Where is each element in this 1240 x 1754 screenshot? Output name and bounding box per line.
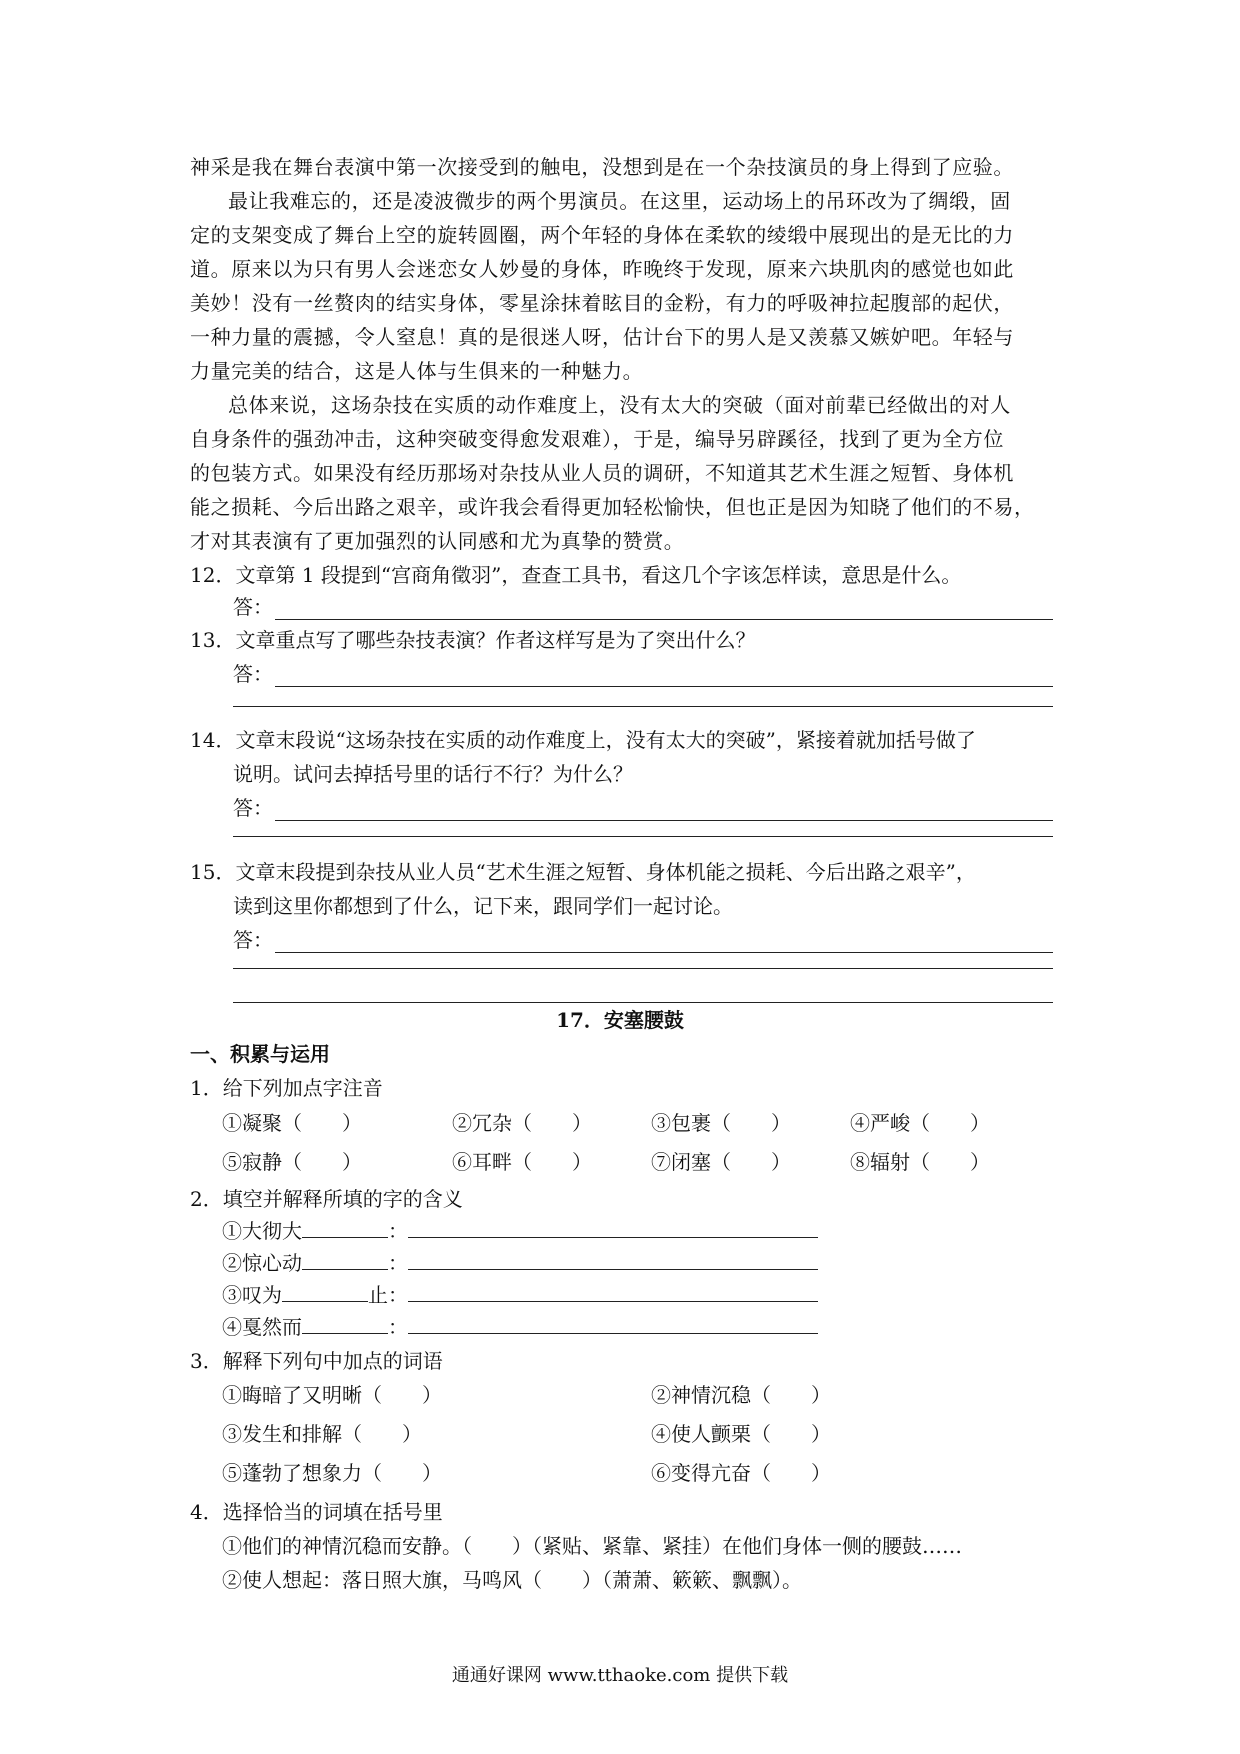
question-13: 13．文章重点写了哪些杂技表演？作者这样写是为了突出什么？ bbox=[190, 628, 756, 652]
answer-line[interactable] bbox=[275, 686, 1053, 687]
answer-line[interactable] bbox=[275, 952, 1053, 953]
fill-blank[interactable] bbox=[302, 1251, 388, 1270]
passage-line: 最让我难忘的，还是凌波微步的两个男演员。在这里，运动场上的吊环改为了绸缎，固 bbox=[228, 189, 1011, 213]
word-explain-item[interactable]: ⑤蓬勃了想象力（ ） bbox=[222, 1461, 442, 1485]
word-explain-item[interactable]: ③发生和排解（ ） bbox=[222, 1422, 422, 1446]
answer-line[interactable] bbox=[233, 706, 1053, 707]
exercise-4-prompt: 4．选择恰当的词填在括号里 bbox=[190, 1500, 443, 1524]
pinyin-item[interactable]: ⑦闭塞（ ） bbox=[651, 1150, 791, 1174]
word-explain-item[interactable]: ④使人颤栗（ ） bbox=[651, 1422, 831, 1446]
pinyin-item[interactable]: ⑧辐射（ ） bbox=[850, 1150, 990, 1174]
passage-line: 定的支架变成了舞台上空的旋转圆圈，两个年轻的身体在柔软的绫缎中展现出的是无比的力 bbox=[190, 223, 1014, 247]
idiom-fill-row[interactable] bbox=[222, 1251, 818, 1275]
idiom-fill-row[interactable] bbox=[222, 1219, 818, 1243]
answer-label: 答： bbox=[233, 595, 273, 619]
section-heading: 一、积累与运用 bbox=[190, 1042, 330, 1066]
idiom-text: ③叹为 bbox=[222, 1283, 282, 1307]
passage-line: 一种力量的震撼，令人窒息！真的是很迷人呀，估计台下的男人是又羡慕又嫉妒吧。年轻与 bbox=[190, 325, 1014, 349]
passage-line: 神采是我在舞台表演中第一次接受到的触电，没想到是在一个杂技演员的身上得到了应验。 bbox=[190, 155, 1014, 179]
question-15: 15．文章末段提到杂技从业人员“艺术生涯之短暂、身体机能之损耗、今后出路之艰辛”， bbox=[190, 860, 976, 884]
idiom-colon: 止： bbox=[368, 1283, 408, 1307]
word-choice-item[interactable]: ②使人想起：落日照大旗，马鸣风（ ）（萧萧、簌簌、飘飘）。 bbox=[222, 1568, 802, 1592]
word-choice-item[interactable]: ①他们的神情沉稳而安静。（ ）（紧贴、紧靠、紧挂）在他们身体一侧的腰鼓…… bbox=[222, 1534, 962, 1558]
idiom-text: ④戛然而 bbox=[222, 1315, 302, 1339]
pinyin-item[interactable]: ②冗杂（ ） bbox=[452, 1111, 592, 1135]
exercise-3-prompt: 3．解释下列句中加点的词语 bbox=[190, 1349, 443, 1373]
idiom-text: ②惊心动 bbox=[222, 1251, 302, 1275]
passage-line: 的包装方式。如果没有经历那场对杂技从业人员的调研，不知道其艺术生涯之短暂、身体机 bbox=[190, 461, 1014, 485]
idiom-colon: ： bbox=[388, 1219, 408, 1243]
answer-label: 答： bbox=[233, 928, 273, 952]
answer-label: 答： bbox=[233, 796, 273, 820]
passage-line: 自身条件的强劲冲击，这种突破变得愈发艰难），于是，编导另辟蹊径，找到了更为全方位 bbox=[190, 427, 1004, 451]
lesson-title: 17．安塞腰鼓 bbox=[556, 1008, 684, 1032]
answer-row-14[interactable] bbox=[233, 796, 1053, 822]
idiom-text: ①大彻大 bbox=[222, 1219, 302, 1243]
pinyin-item[interactable]: ⑤寂静（ ） bbox=[222, 1150, 362, 1174]
passage-line: 道。原来以为只有男人会迷恋女人妙曼的身体，昨晚终于发现，原来六块肌肉的感觉也如此 bbox=[190, 257, 1014, 281]
pinyin-item[interactable]: ③包裹（ ） bbox=[651, 1111, 791, 1135]
fill-blank[interactable] bbox=[282, 1283, 368, 1302]
pinyin-item[interactable]: ⑥耳畔（ ） bbox=[452, 1150, 592, 1174]
passage-line: 美妙！没有一丝赘肉的结实身体，零星涂抹着眩目的金粉，有力的呼吸神拉起腹部的起伏， bbox=[190, 291, 1014, 315]
exercise-2-prompt: 2．填空并解释所填的字的含义 bbox=[190, 1187, 463, 1211]
passage-line: 能之损耗、今后出路之艰辛，或许我会看得更加轻松愉快，但也正是因为知晓了他们的不易， bbox=[190, 495, 1035, 519]
explanation-line[interactable] bbox=[408, 1283, 818, 1302]
answer-label: 答： bbox=[233, 662, 273, 686]
fill-blank[interactable] bbox=[302, 1219, 388, 1238]
question-14-cont: 说明。试问去掉括号里的话行不行？为什么？ bbox=[233, 762, 633, 786]
exercise-1-prompt: 1．给下列加点字注音 bbox=[190, 1076, 383, 1100]
answer-line[interactable] bbox=[275, 820, 1053, 821]
idiom-fill-row[interactable] bbox=[222, 1283, 818, 1307]
idiom-colon: ： bbox=[388, 1315, 408, 1339]
word-explain-item[interactable]: ②神情沉稳（ ） bbox=[651, 1383, 831, 1407]
pinyin-item[interactable]: ④严峻（ ） bbox=[850, 1111, 990, 1135]
answer-line[interactable] bbox=[233, 968, 1053, 969]
answer-line[interactable] bbox=[233, 1002, 1053, 1003]
idiom-fill-row[interactable] bbox=[222, 1315, 818, 1339]
answer-row-13[interactable] bbox=[233, 662, 1053, 688]
question-12: 12．文章第 1 段提到“宫商角徵羽”，查查工具书，看这几个字该怎样读，意思是什么。 bbox=[190, 563, 962, 587]
passage-line: 总体来说，这场杂技在实质的动作难度上，没有太大的突破（面对前辈已经做出的对人 bbox=[228, 393, 1011, 417]
pinyin-item[interactable]: ①凝聚（ ） bbox=[222, 1111, 362, 1135]
answer-line[interactable] bbox=[275, 619, 1053, 620]
idiom-colon: ： bbox=[388, 1251, 408, 1275]
question-14: 14．文章末段说“这场杂技在实质的动作难度上，没有太大的突破”，紧接着就加括号做了 bbox=[190, 728, 976, 752]
fill-blank[interactable] bbox=[302, 1315, 388, 1334]
explanation-line[interactable] bbox=[408, 1219, 818, 1238]
passage-line: 才对其表演有了更加强烈的认同感和尤为真挚的赞赏。 bbox=[190, 529, 685, 553]
question-15-cont: 读到这里你都想到了什么，记下来，跟同学们一起讨论。 bbox=[233, 894, 733, 918]
word-explain-item[interactable]: ①晦暗了又明晰（ ） bbox=[222, 1383, 442, 1407]
page-footer: 通通好课网 www.tthaoke.com 提供下载 bbox=[451, 1665, 789, 1686]
explanation-line[interactable] bbox=[408, 1315, 818, 1334]
passage-line: 力量完美的结合，这是人体与生俱来的一种魅力。 bbox=[190, 359, 644, 383]
answer-line[interactable] bbox=[233, 836, 1053, 837]
explanation-line[interactable] bbox=[408, 1251, 818, 1270]
answer-row-12[interactable] bbox=[233, 595, 1053, 621]
answer-row-15[interactable] bbox=[233, 928, 1053, 954]
word-explain-item[interactable]: ⑥变得亢奋（ ） bbox=[651, 1461, 831, 1485]
